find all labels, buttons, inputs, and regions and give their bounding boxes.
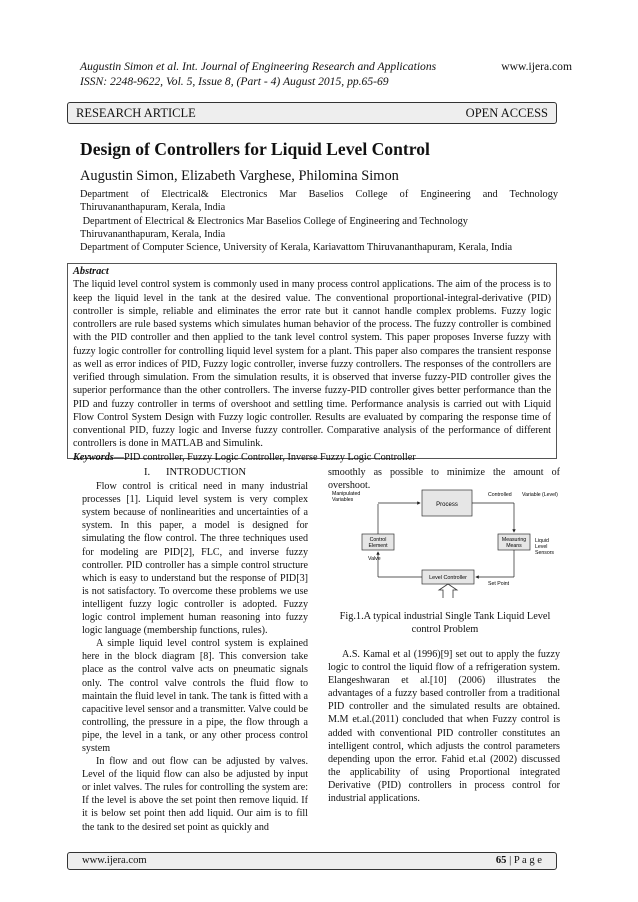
left-column: [82, 466, 308, 834]
measuring-label-1: Measuring: [501, 537, 527, 543]
page-number-value: 65: [495, 855, 507, 866]
abstract-text: The liquid level control system is commonly used in many process control applications. The aim of the process is to keep the liquid level in the tank at the desired value. The conventional proportional-integral-derivative (PID) controller is simple, reliable and eliminates the error rate but it cannot handle complex problems. Fuzzy logic controllers are rule based systems which simulates human behavior of the process. The fuzzy controller is combined with the PID controller and then applied to the tank level control system. This paper proposes Inverse fuzzy with fuzzy logic controller for controlling liquid level system for a plant. This paper also compares the transient response as well as error indices of PID, Fuzzy logic controller, inverse fuzzy controllers. The responses of the controllers are verified through simulation. From the simulation results, it is observed that inverse fuzzy-PID controller gives the superior performance than the other controllers. The inverse fuzzy-PID controller gives better performance than the PID and fuzzy controller in terms of overshoot and settling time. Performance analysis is carried out with Liquid Flow Control System Design with Fuzzy logic controller. Results are evaluated by comparing the response time of conventional PID, fuzzy logic and Inverse fuzzy controller. Comparative analysis of the performance of different controllers is done in MATLAB and Simulink.: [73, 279, 551, 450]
set-point-label: Set Point: [488, 581, 510, 587]
set-point-arrow: [439, 584, 457, 598]
intro-paragraph-3-continued: smoothly as possible to minimize the amount of overshoot.: [328, 467, 560, 492]
right-column-bottom: [328, 648, 560, 805]
variables-label: Variables: [332, 497, 354, 503]
level-controller-label: Level Controller: [429, 575, 467, 581]
paper-title: Design of Controllers for Liquid Level Control: [80, 139, 430, 159]
intro-paragraph-3: In flow and out flow can be adjusted by valves. Level of the liquid flow can also be adjusted by input or inlet valves. The rules for controlling the system are: If the level is above the set point then remove liquid. If it is below set point then add liquid. Our aim is to fill the tank to the desired set point as quickly and: [82, 756, 308, 833]
intro-paragraph-2: A simple liquid level control system is explained here in the block diagram [8]. This conversion take place as the control valve acts on pneumatic signals only. The control valve controls the fluid flow to maintain the fluid level in tank. The tank is fitted with a capacitive level sensor and a transmitter. Valve could be controlling, the pressure in a pipe, the flow through a pipe, the level in a tank, or any other process control system: [82, 638, 308, 754]
sensors-label: Sensors: [535, 550, 555, 556]
affiliation-3: Department of Computer Science, University of Kerala, Kariavattom Thiruvananthapuram, Kerala, India: [80, 242, 513, 254]
affiliation-2-line-2: Thiruvananthapuram, Kerala, India: [80, 228, 226, 240]
level-paren-label: (Level): [542, 492, 558, 498]
abstract-box: [67, 263, 557, 463]
journal-citation: Augustin Simon et al. Int. Journal of Engineering Research and Applications: [80, 60, 437, 73]
affiliation-1-line-2: Thiruvananthapuram, Kerala, India: [80, 202, 226, 214]
level-word-label: Level: [535, 544, 548, 550]
variable-label: Variable: [522, 492, 541, 498]
page-number: [496, 853, 542, 869]
journal-header: [80, 60, 570, 89]
footer-url[interactable]: www.ijera.com: [82, 855, 147, 866]
paper-authors: Augustin Simon, Elizabeth Varghese, Philomina Simon: [80, 168, 399, 184]
open-access-label: OPEN ACCESS: [465, 106, 548, 120]
article-type-banner: [67, 102, 557, 124]
keywords: [73, 451, 551, 464]
valve-label: Valve: [368, 556, 381, 562]
manipulated-label: Manipulated: [332, 491, 361, 497]
keywords-label: Keywords: [73, 451, 114, 463]
controlled-label: Controlled: [488, 492, 512, 498]
page-suffix: | P a g e: [506, 855, 542, 866]
affiliation-1-line-1: Department of Electrical& Electronics Mar Baselios College of Engineering and Technology: [80, 189, 558, 200]
intro-paragraph-4: A.S. Kamal et al (1996)[9] set out to apply the fuzzy logic to control the liquid flow of a refrigeration system. Elangeshwaran et al.[10] (2006) illustrates the advantages of a fuzzy based controller from a traditional PID controller and the simulated results are obtained. M.M et.al.(2011) concluded that when Fuzzy control is added with conventional PID controller constitutes an intelligent control, which adjusts the control parameters depending upon the error. Fahid et.al (2002) discussed the applicability of using Proportional integrated Derivative (PID) controllers in process control for industrial applications.: [328, 649, 560, 805]
affiliation-2-line-1: Department of Electrical & Electronics Mar Baselios College of Engineering and Technology: [80, 215, 468, 227]
control-element-label-2: Element: [368, 543, 388, 549]
process-label: Process: [436, 502, 458, 508]
block-diagram-figure: [330, 488, 558, 598]
keywords-text: —PID controller, Fuzzy Logic Controller, Inverse Fuzzy Logic Controller: [113, 451, 416, 463]
intro-paragraph-1: Flow control is critical need in many industrial processes [1]. Liquid level system is very complex system because of nonlinearities and uncertainties of a system. In this paper, a model is designed for simulating the flow control. The three techniques used for modeling are PID[2], FLC, and inverse fuzzy controller. PID controller has a simple control structure which is easy to understand but the response of PID[3] is not satisfactory. To overcome these problems we use intelligent fuzzy logic controller is adopted. Fuzzy logic control implement human reasoning into fuzzy logic language (membership functions, rules).: [82, 481, 308, 637]
affiliations: [80, 188, 558, 254]
control-element-label-1: Control: [369, 537, 387, 543]
abstract-heading: Abstract: [73, 266, 109, 277]
measuring-label-2: Means: [506, 543, 522, 549]
liquid-label: Liquid: [535, 538, 549, 544]
journal-url[interactable]: www.ijera.com: [501, 60, 572, 73]
research-article-label: RESEARCH ARTICLE: [76, 106, 196, 120]
section-heading-introduction: I. INTRODUCTION: [143, 467, 247, 478]
page-footer: [67, 852, 557, 870]
journal-issn: ISSN: 2248-9622, Vol. 5, Issue 8, (Part - 4) August 2015, pp.65-69: [80, 74, 389, 88]
figure-caption: Fig.1.A typical industrial Single Tank Liquid Level control Problem: [339, 611, 551, 635]
